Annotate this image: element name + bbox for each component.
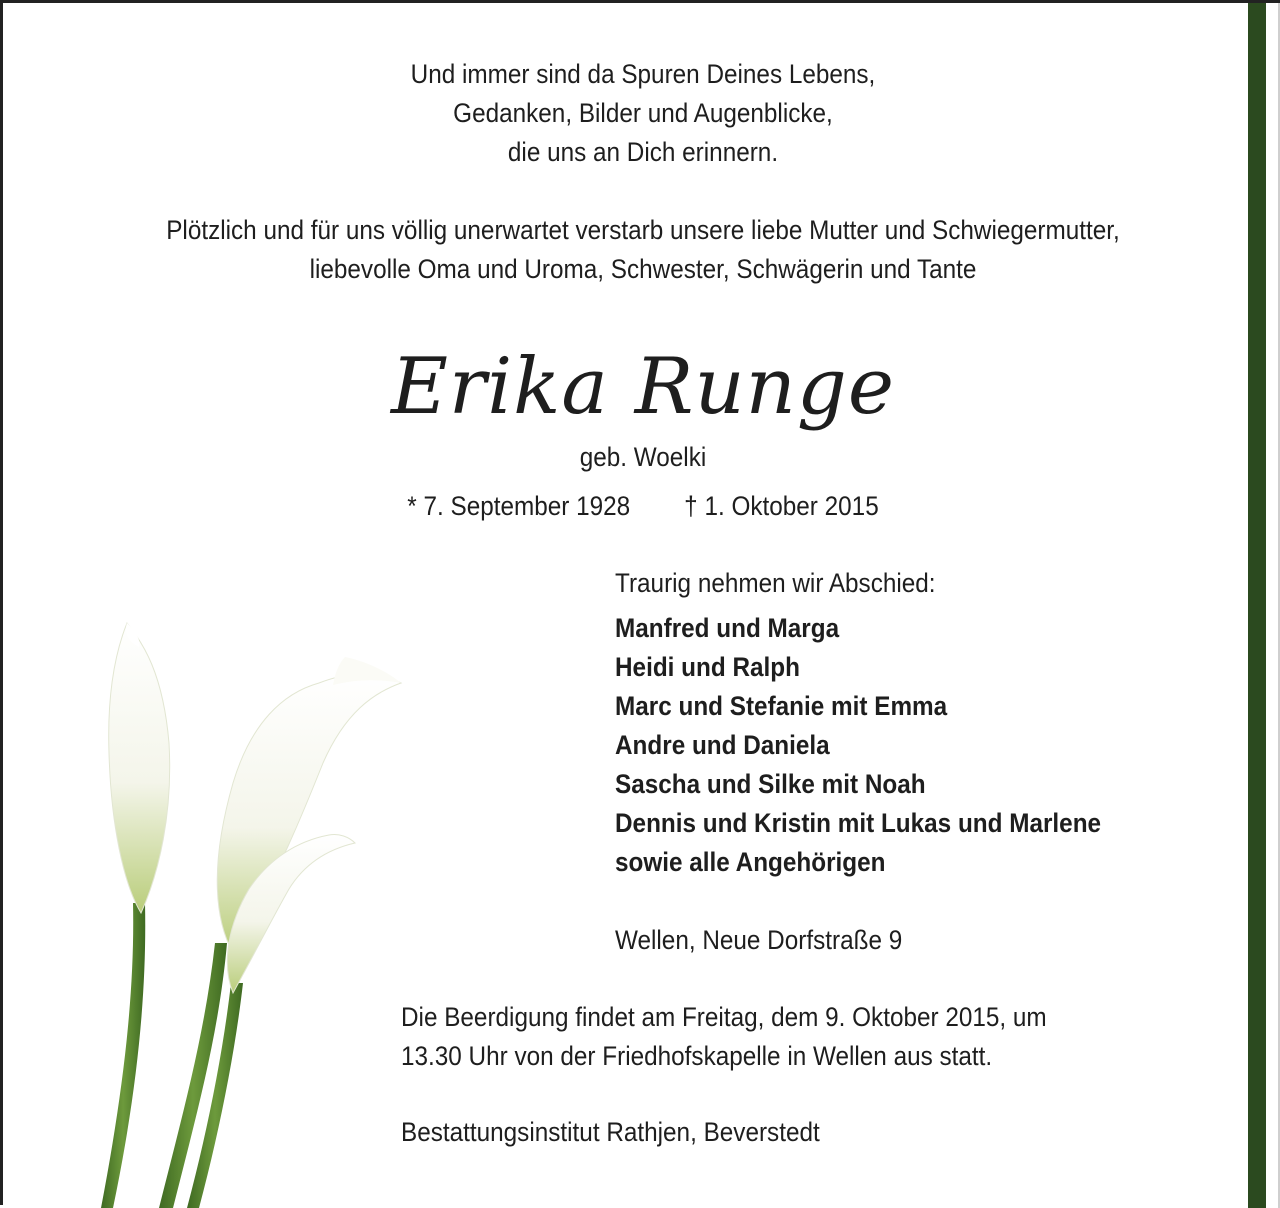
birth-date: * 7. September 1928: [407, 491, 631, 521]
family-address: Wellen, Neue Dorfstraße 9: [615, 925, 903, 955]
death-date: † 1. Oktober 2015: [684, 491, 879, 521]
announcement-line: Plötzlich und für uns völlig unerwartet verstarb unsere liebe Mutter und Schwiegermutter,: [166, 215, 1120, 245]
funeral-info: [401, 998, 1047, 1076]
calla-lily-icon: [83, 613, 423, 1208]
announcement-line: liebevolle Oma und Uroma, Schwester, Schwägerin und Tante: [309, 254, 977, 284]
announcement: [67, 211, 1219, 289]
deceased-name: Erika Runge: [390, 342, 896, 432]
mourner-line: Heidi und Ralph: [615, 652, 800, 682]
life-dates: [67, 488, 1219, 524]
undertaker: Bestattungsinstitut Rathjen, Beverstedt: [401, 1117, 820, 1147]
verse-line: Gedanken, Bilder und Augenblicke,: [453, 98, 833, 128]
mourner-line: Dennis und Kristin mit Lukas und Marlene: [615, 808, 1102, 838]
mourner-line: Manfred und Marga: [615, 613, 840, 643]
mourner-line: Sascha und Silke mit Noah: [615, 769, 926, 799]
mourners-list: [615, 609, 1101, 882]
mourner-line: Andre und Daniela: [615, 730, 830, 760]
funeral-line: 13.30 Uhr von der Friedhofskapelle in Wellen aus statt.: [401, 1041, 993, 1071]
funeral-line: Die Beerdigung findet am Freitag, dem 9. Oktober 2015, um: [401, 1002, 1047, 1032]
mourner-line: sowie alle Angehörigen: [615, 847, 886, 877]
maiden-name: geb. Woelki: [579, 442, 707, 472]
frame-bar: [1248, 3, 1266, 1208]
verse: [67, 55, 1219, 172]
verse-line: Und immer sind da Spuren Deines Lebens,: [410, 59, 876, 89]
verse-line: die uns an Dich erinnern.: [507, 137, 779, 167]
mourning-intro: Traurig nehmen wir Abschied:: [615, 568, 936, 598]
mourner-line: Marc und Stefanie mit Emma: [615, 691, 948, 721]
